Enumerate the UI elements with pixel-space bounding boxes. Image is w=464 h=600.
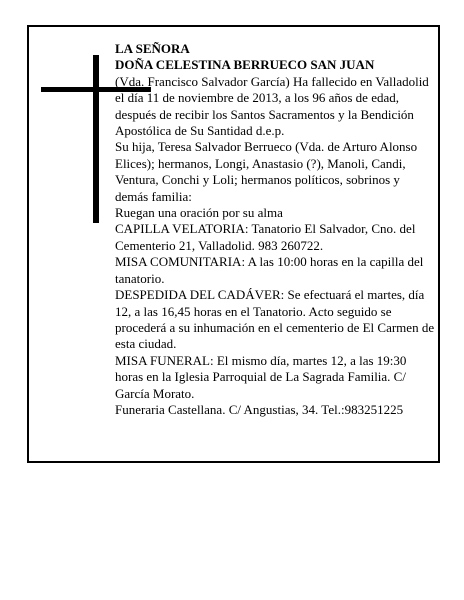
community-mass-info: MISA COMUNITARIA: A las 10:00 horas en la capilla del tanatorio. bbox=[115, 254, 424, 286]
chapel-info: CAPILLA VELATORIA: Tanatorio El Salvador, Cno. del Cementerio 21, Valladolid. 983 260722. bbox=[115, 221, 416, 253]
deceased-name: DOÑA CELESTINA BERRUECO SAN JUAN bbox=[115, 57, 375, 73]
prayer-request: Ruegan una oración por su alma bbox=[115, 205, 283, 221]
obituary-notice bbox=[27, 25, 440, 463]
farewell-info: DESPEDIDA DEL CADÁVER: Se efectuará el martes, día 12, a las 16,45 horas en el Tanatorio. Acto seguido se procederá a su inhumación en el cementerio de El Carmen de esta ciudad. bbox=[115, 287, 435, 352]
notice-text bbox=[115, 41, 435, 418]
cross-vertical-bar bbox=[93, 55, 99, 223]
death-announcement: (Vda. Francisco Salvador García) Ha fallecido en Valladolid el día 11 de noviembre de 2013, a los 96 años de edad, después de recibir los Santos Sacramentos y la Bendición Apostólica de Su Santidad d.e.p. bbox=[115, 73, 429, 139]
funeral-mass-info: MISA FUNERAL: El mismo día, martes 12, a las 19:30 horas en la Iglesia Parroquial de La Sagrada Familia. C/ García Morato. bbox=[115, 352, 407, 401]
funeral-home-info: Funeraria Castellana. C/ Angustias, 34. Tel.:983251225 bbox=[115, 401, 404, 417]
family-list: Su hija, Teresa Salvador Berrueco (Vda. de Arturo Alonso Elices); hermanos, Longi, Anastasio (?), Manoli, Candi, Ventura, Conchi y Loli; hermanos políticos, sobrinos y demás familia: bbox=[115, 139, 418, 204]
notice-heading-title: LA SEÑORA bbox=[115, 41, 190, 56]
